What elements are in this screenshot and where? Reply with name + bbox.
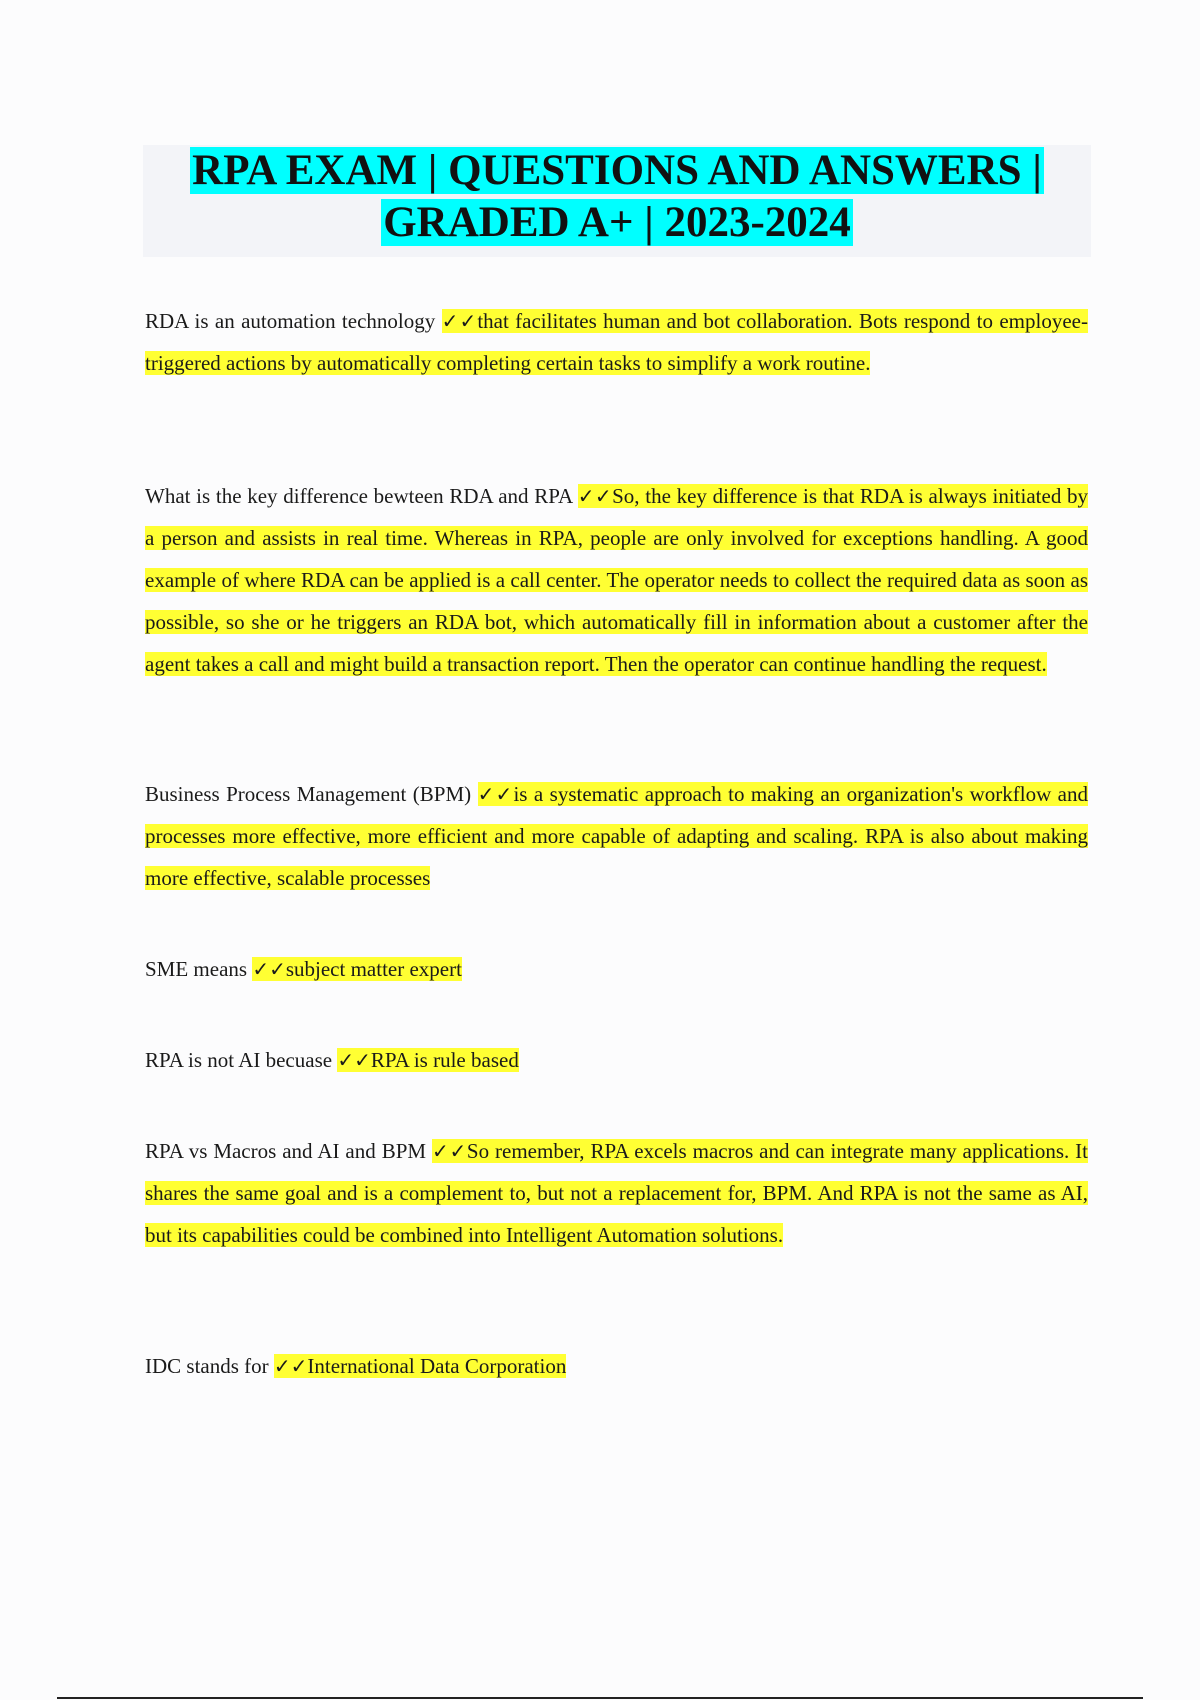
answer-text: International Data Corporation xyxy=(307,1354,567,1378)
double-check-icon: ✓✓ xyxy=(252,957,286,981)
qa-item-rda-vs-rpa xyxy=(145,475,1088,685)
double-check-icon: ✓✓ xyxy=(441,309,478,333)
double-check-icon: ✓✓ xyxy=(477,782,514,806)
double-check-icon: ✓✓ xyxy=(337,1048,371,1072)
answer-highlight xyxy=(274,1354,566,1378)
qa-item-bpm xyxy=(145,773,1088,899)
answer-text: RPA is rule based xyxy=(370,1048,519,1072)
question-text: RPA is not AI becuase xyxy=(145,1048,338,1072)
answer-highlight xyxy=(337,1048,519,1072)
qa-item-rda xyxy=(145,300,1088,384)
qa-item-idc xyxy=(145,1345,1088,1387)
page-title-line-2: GRADED A+ | 2023-2024 xyxy=(383,199,851,246)
answer-highlight xyxy=(145,484,1088,676)
answer-text: So, the key difference is that RDA is always initiated by a person and assists in real time. Whereas in RPA, people are only involved for exceptions handling. A good example of where RDA can be applied is a call center. The operator needs to collect the required data as soon as possible, so she or he triggers an RDA bot, which automatically fill in information about a customer after the agent takes a call and might build a transaction report. Then the operator can continue handling the request. xyxy=(145,484,1089,676)
answer-text: So remember, RPA excels macros and can integrate many applications. It shares the same goal and is a complement to, but not a replacement for, BPM. And RPA is not the same as AI, but its capabilities could be combined into Intelligent Automation solutions. xyxy=(145,1139,1089,1247)
answer-text: subject matter expert xyxy=(285,957,462,981)
question-text: IDC stands for xyxy=(145,1354,274,1378)
double-check-icon: ✓✓ xyxy=(577,484,613,508)
question-text: RPA vs Macros and AI and BPM xyxy=(145,1139,432,1163)
double-check-icon: ✓✓ xyxy=(432,1139,467,1163)
question-text: Business Process Management (BPM) xyxy=(145,782,478,806)
qa-item-rpa-vs-macros xyxy=(145,1130,1088,1256)
qa-item-sme xyxy=(145,948,1088,990)
question-text: What is the key difference bewteen RDA and RPA xyxy=(145,484,578,508)
page-title-line-1: RPA EXAM | QUESTIONS AND ANSWERS | xyxy=(192,147,1042,194)
qa-item-rpa-not-ai xyxy=(145,1039,1088,1081)
answer-text: that facilitates human and bot collaboration. Bots respond to employee-triggered actions by automatically completing certain tasks to simplify a work routine. xyxy=(145,309,1088,375)
title-block xyxy=(143,145,1091,257)
footer-divider xyxy=(57,1697,1143,1699)
question-text: SME means xyxy=(145,957,253,981)
answer-text: is a systematic approach to making an organization's workflow and processes more effective, more efficient and more capable of adapting and scaling. RPA is also about making more effective, scalable processes xyxy=(145,782,1088,890)
answer-highlight xyxy=(252,957,462,981)
question-text: RDA is an automation technology xyxy=(145,309,442,333)
double-check-icon: ✓✓ xyxy=(273,1354,308,1378)
